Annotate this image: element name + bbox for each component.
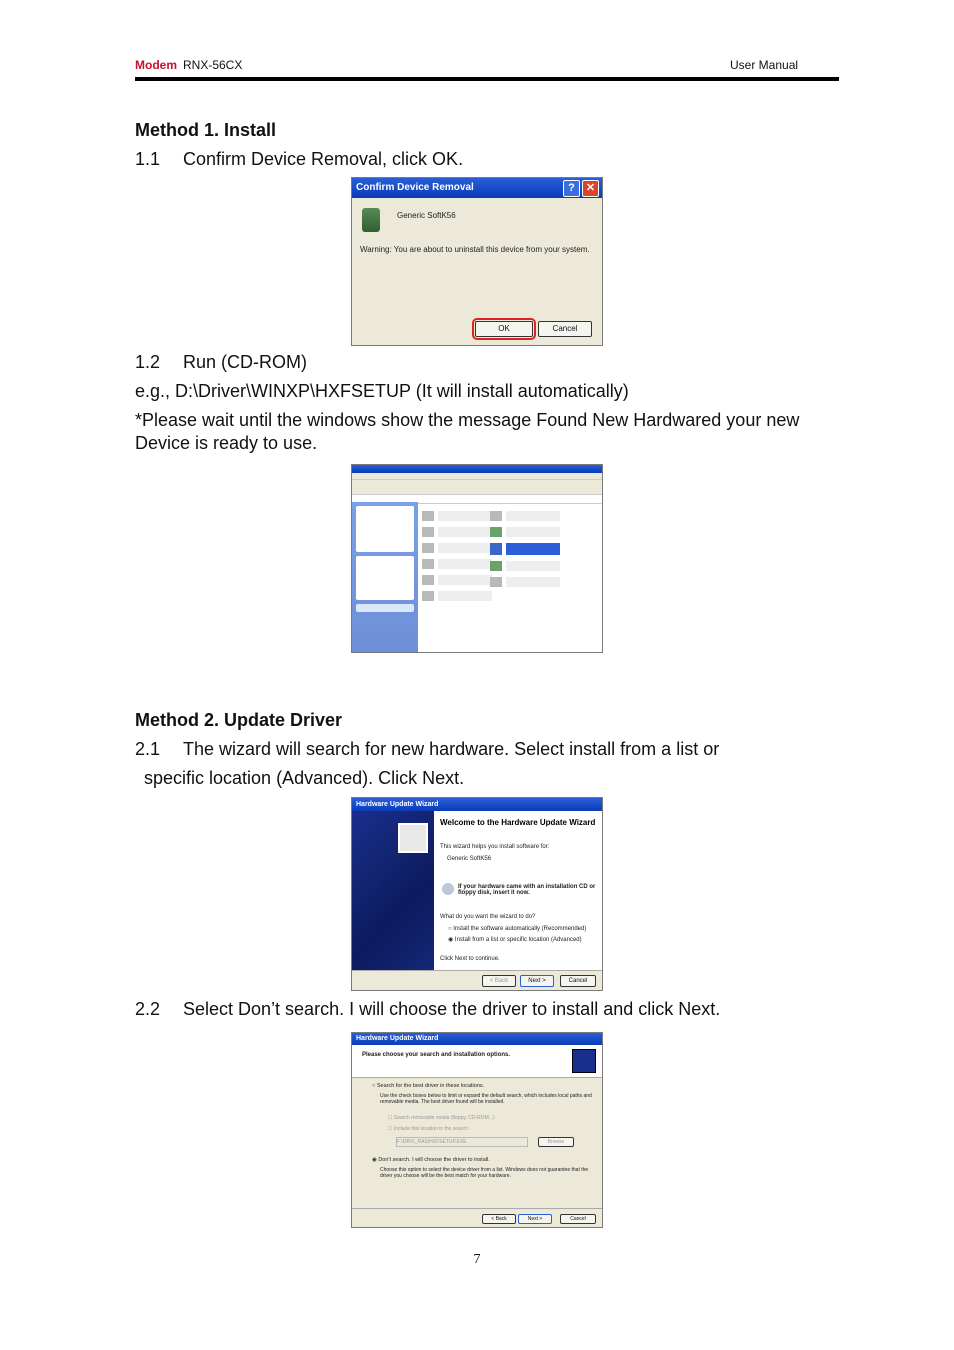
step-2-1-continued: specific location (Advanced). Click Next. (144, 768, 465, 788)
hardware-icon (572, 1049, 596, 1073)
example-path: e.g., D:\Driver\WINXP\HXFSETUP (It will install automatically) (135, 381, 629, 401)
hardware-icon (398, 823, 428, 853)
option-dont-search-desc: Choose this option to select the device driver from a list. Windows does not guarantee that the driver you choose will be the best match for your hardware. (380, 1167, 589, 1179)
cd-icon (442, 883, 454, 895)
wizard-heading: Please choose your search and installation options. (362, 1052, 511, 1058)
checkbox-location[interactable]: ☐ Include this location in the search: (388, 1126, 470, 1132)
option-search[interactable]: ○ Search for the best driver in these locations. (372, 1083, 485, 1089)
device-name: Generic SoftK56 (397, 211, 456, 220)
wizard-options-screenshot (351, 1032, 603, 1228)
browse-button[interactable]: Browse (538, 1137, 574, 1147)
next-button[interactable]: Next > (520, 975, 554, 987)
wizard-titlebar (352, 798, 602, 811)
method2-title: Method 2. Update Driver (135, 710, 343, 730)
wizard-question: What do you want the wizard to do? (440, 914, 536, 920)
option-automatic[interactable]: ○ Install the software automatically (Recommended) (448, 926, 587, 932)
selected-file (490, 543, 560, 555)
continue-text: Click Next to continue. (440, 956, 500, 962)
step-1-1 (135, 148, 463, 171)
help-icon: ? (563, 180, 580, 197)
cd-note: If your hardware came with an installation CD or floppy disk, insert it now. (458, 884, 596, 896)
note-text: *Please wait until the windows show the message Found New Hardwared your new Device is ready to use. (135, 410, 800, 453)
wizard-sidebar (352, 811, 434, 977)
wizard-welcome-screenshot (351, 797, 603, 991)
header-rule (135, 77, 839, 81)
option-dont-search[interactable]: ◉ Don't search. I will choose the driver to install. (372, 1157, 490, 1163)
step-text: The wizard will search for new hardware. Select install from a list or (183, 739, 720, 759)
back-button[interactable]: < Back (482, 975, 516, 987)
step-text: Confirm Device Removal, click OK. (183, 149, 464, 169)
ok-button[interactable]: OK (475, 321, 533, 337)
page-number: 7 (473, 1252, 481, 1267)
dialog-title: Confirm Device Removal (356, 182, 474, 193)
wizard-titlebar (352, 1033, 602, 1045)
wizard-header-band (352, 1045, 602, 1078)
explorer-screenshot (351, 464, 603, 653)
step-number: 1.2 (135, 352, 161, 372)
explorer-task-pane (352, 502, 418, 652)
cancel-button[interactable]: Cancel (560, 975, 596, 987)
step-text: Select Don’t search. I will choose the driver to install and click Next. (183, 999, 721, 1019)
method1-title: Method 1. Install (135, 120, 277, 140)
close-icon: ✕ (582, 180, 599, 197)
wizard-footer (352, 970, 602, 991)
step-number: 2.2 (135, 999, 161, 1019)
modem-icon (362, 208, 380, 232)
cancel-button[interactable]: Cancel (560, 1214, 596, 1224)
task-panel-1 (356, 506, 414, 552)
step-number: 1.1 (135, 149, 161, 169)
wizard-title: Hardware Update Wizard (356, 1035, 439, 1042)
warning-text: Warning: You are about to uninstall this device from your system. (360, 245, 590, 254)
wizard-device: Generic SoftK56 (447, 856, 492, 862)
option-advanced[interactable]: ◉ Install from a list or specific location (Advanced) (448, 937, 582, 943)
brand: Modem (135, 58, 177, 72)
task-panel-3 (356, 604, 414, 612)
footer-divider (352, 1208, 602, 1209)
step-2-1 (135, 738, 719, 761)
step-number: 2.1 (135, 739, 161, 759)
wizard-intro: This wizard helps you install software for: (440, 844, 550, 850)
path-field[interactable]: F:\DRV\_RAS\HXFSETUP.EXE (396, 1137, 528, 1147)
step-text: Run (CD-ROM) (183, 352, 307, 372)
wizard-heading: Welcome to the Hardware Update Wizard (440, 818, 596, 827)
option-search-desc: Use the check boxes below to limit or expand the default search, which includes local paths and removable media. The best driver found will be installed. (380, 1093, 592, 1105)
next-button[interactable]: Next > (518, 1214, 552, 1224)
file-column-right (490, 505, 560, 605)
header-right: User Manual (730, 58, 799, 72)
explorer-titlebar (352, 465, 602, 473)
wizard-title: Hardware Update Wizard (356, 801, 439, 808)
cancel-button[interactable]: Cancel (538, 321, 592, 337)
back-button[interactable]: < Back (482, 1214, 516, 1224)
model: RNX-56CX (183, 58, 243, 72)
checkbox-removable[interactable]: ☐ Search removable media (floppy, CD-ROM...) (388, 1115, 495, 1121)
step-2-2 (135, 998, 720, 1021)
dialog-titlebar (352, 178, 602, 198)
step-1-2 (135, 351, 307, 374)
header-left (135, 58, 242, 72)
file-column-left (422, 505, 492, 645)
confirm-removal-screenshot (351, 177, 603, 346)
explorer-menubar (352, 473, 602, 480)
explorer-toolbar (352, 480, 602, 495)
task-panel-2 (356, 556, 414, 600)
